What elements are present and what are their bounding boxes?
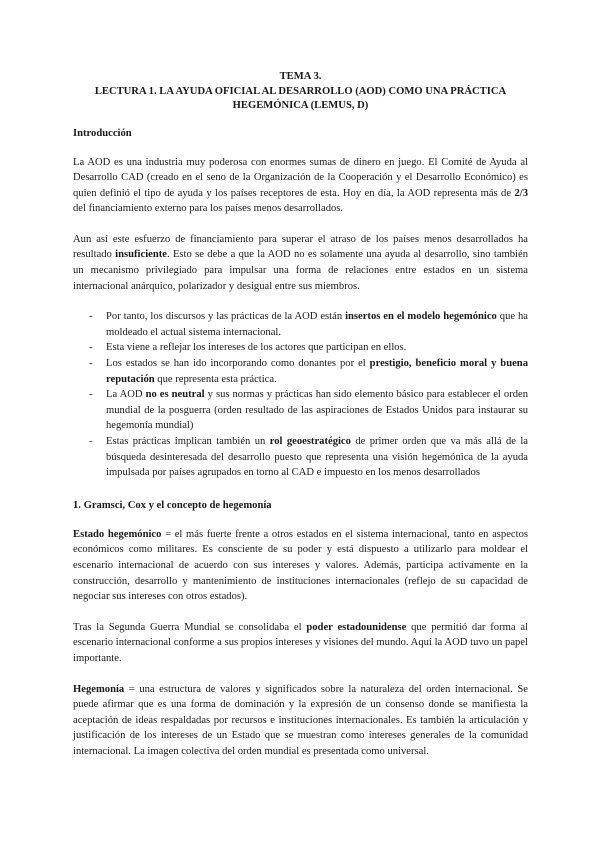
intro-p2-text-c: . Esto se debe a que la AOD no es solamente una ayuda al desarrollo, sino también un mecanismo privilegiado para impulsar una forma de relaciones entre estados en un sistema internacional anárquico, polarizador y desigual entre sus miembros. <box>73 249 528 292</box>
section1-paragraph-3 <box>73 682 528 760</box>
bullet-dash: - <box>89 311 93 323</box>
intro-heading: Introducción <box>73 127 132 139</box>
bullet-bold: rol geoestratégico <box>269 436 351 447</box>
section1-heading: 1. Gramsci, Cox y el concepto de hegemonía <box>73 499 272 511</box>
section1-p2-bold: poder estadounidense <box>306 621 407 633</box>
bullet-text-c: de primer orden que va más allá de la búsqueda desinteresada del desarrollo puesto que representa una visión hegemónica de la ayuda impulsada por países agrupados en torno al CAD e impuesto en los menos desarrollados <box>106 436 528 479</box>
document-page <box>73 70 528 775</box>
bullet-text-c: que representa esta práctica. <box>154 373 277 385</box>
bullet-dash: - <box>89 358 93 370</box>
section1-paragraph-1 <box>73 527 528 605</box>
lectura-title-line2: HEGEMÓNICA (LEMUS, D) <box>232 100 369 111</box>
bullet-dash: - <box>89 342 93 354</box>
section1-p1-text: = el más fuerte frente a otros estados en el sistema internacional, tanto en aspectos económicos como militares. Es consciente de su poder y está dispuesto a utilizarlo para moldear el escenario internacional de acuerdo con sus intereses y valores. Además, participa activamente en la construcción, desarrollo y mantenimiento de instituciones internacionales (reflejo de su capacidad de negociar sus intereses con otros estados). <box>73 528 528 603</box>
intro-paragraph-2 <box>73 232 528 294</box>
section1-p3-text: = una estructura de valores y significados sobre la naturaleza del orden internacional. Se puede afirmar que es una forma de dominación y la expresión de un consenso donde se manifiesta la aceptación de ideas respaldadas por recursos e instituciones internacionales. Es también la articulación y justificación de los intereses de un Estado que se muestran como intereses generales de la comunidad internacional. La imagen colectiva del orden mundial es presentada como universal. <box>73 683 528 757</box>
bullet-text-c: que ha moldeado el actual sistema internacional. <box>106 311 528 338</box>
bullet-dash: - <box>89 389 93 401</box>
intro-p1-bold: 2/3 <box>514 187 528 199</box>
section1-paragraph-2 <box>73 620 528 667</box>
section1-p2-text-c: que permitió dar forma al escenario internacional conforme a sus propios intereses y visiones del mundo. Aquí la AOD tuvo un papel importante. <box>73 621 528 664</box>
intro-p1-text-a: La AOD es una industria muy poderosa con enormes sumas de dinero en juego. El Comité de Ayuda al Desarrollo CAD (creado en el seno de la Organización de la Cooperación y el Desarrollo Económico) es quien definió el tipo de ayuda y los países receptores de esta. Hoy en día, la AOD representa más de <box>73 156 528 199</box>
list-item <box>73 309 528 340</box>
list-item <box>73 356 528 387</box>
section1-p1-bold: Estado hegemónico <box>73 528 162 540</box>
bullet-bold: insertos en el modelo hegemónico <box>345 311 497 323</box>
list-item <box>73 340 528 356</box>
bullet-bold: no es neutral <box>145 389 205 401</box>
bullet-bold: prestigio, beneficio moral y buena reputación <box>106 358 528 385</box>
list-item <box>73 387 528 434</box>
intro-bullet-list <box>73 309 528 481</box>
bullet-text-a: Los estados se han ido incorporando como donantes por el <box>106 358 370 370</box>
section1-p3-bold: Hegemonía <box>73 683 125 695</box>
bullet-text-a: Por tanto, los discursos y las prácticas de la AOD están <box>106 311 346 323</box>
lectura-title-line1: LECTURA 1. LA AYUDA OFICIAL AL DESARROLLO (AOD) COMO UNA PRÁCTICA <box>94 85 507 97</box>
document-header <box>73 70 528 114</box>
bullet-dash: - <box>89 436 93 447</box>
bullet-text-a: Estas prácticas implican también un <box>106 436 270 447</box>
list-item <box>73 434 528 481</box>
intro-p2-bold: insuficiente <box>115 249 167 261</box>
intro-p2-text-a: Aun así este esfuerzo de financiamiento para superar el atraso de los países menos desarrollados ha resultado <box>73 233 528 261</box>
bullet-text-a: La AOD <box>106 389 146 401</box>
bullet-text-a: Esta viene a reflejar los intereses de los actores que participan en ellos. <box>106 342 407 354</box>
tema-title: TEMA 3. <box>279 71 322 82</box>
intro-p1-text-c: del financiamiento externo para los países menos desarrollados. <box>73 203 344 215</box>
intro-paragraph-1 <box>73 155 528 217</box>
section1-p2-text-a: Tras la Segunda Guerra Mundial se consolidaba el <box>73 621 307 633</box>
bullet-text-c: y sus normas y prácticas han sido elemento básico para establecer el orden mundial de la posguerra (orden resultado de las aspiraciones de Estados Unidos para instaurar su hegemonía mundial) <box>106 389 529 432</box>
